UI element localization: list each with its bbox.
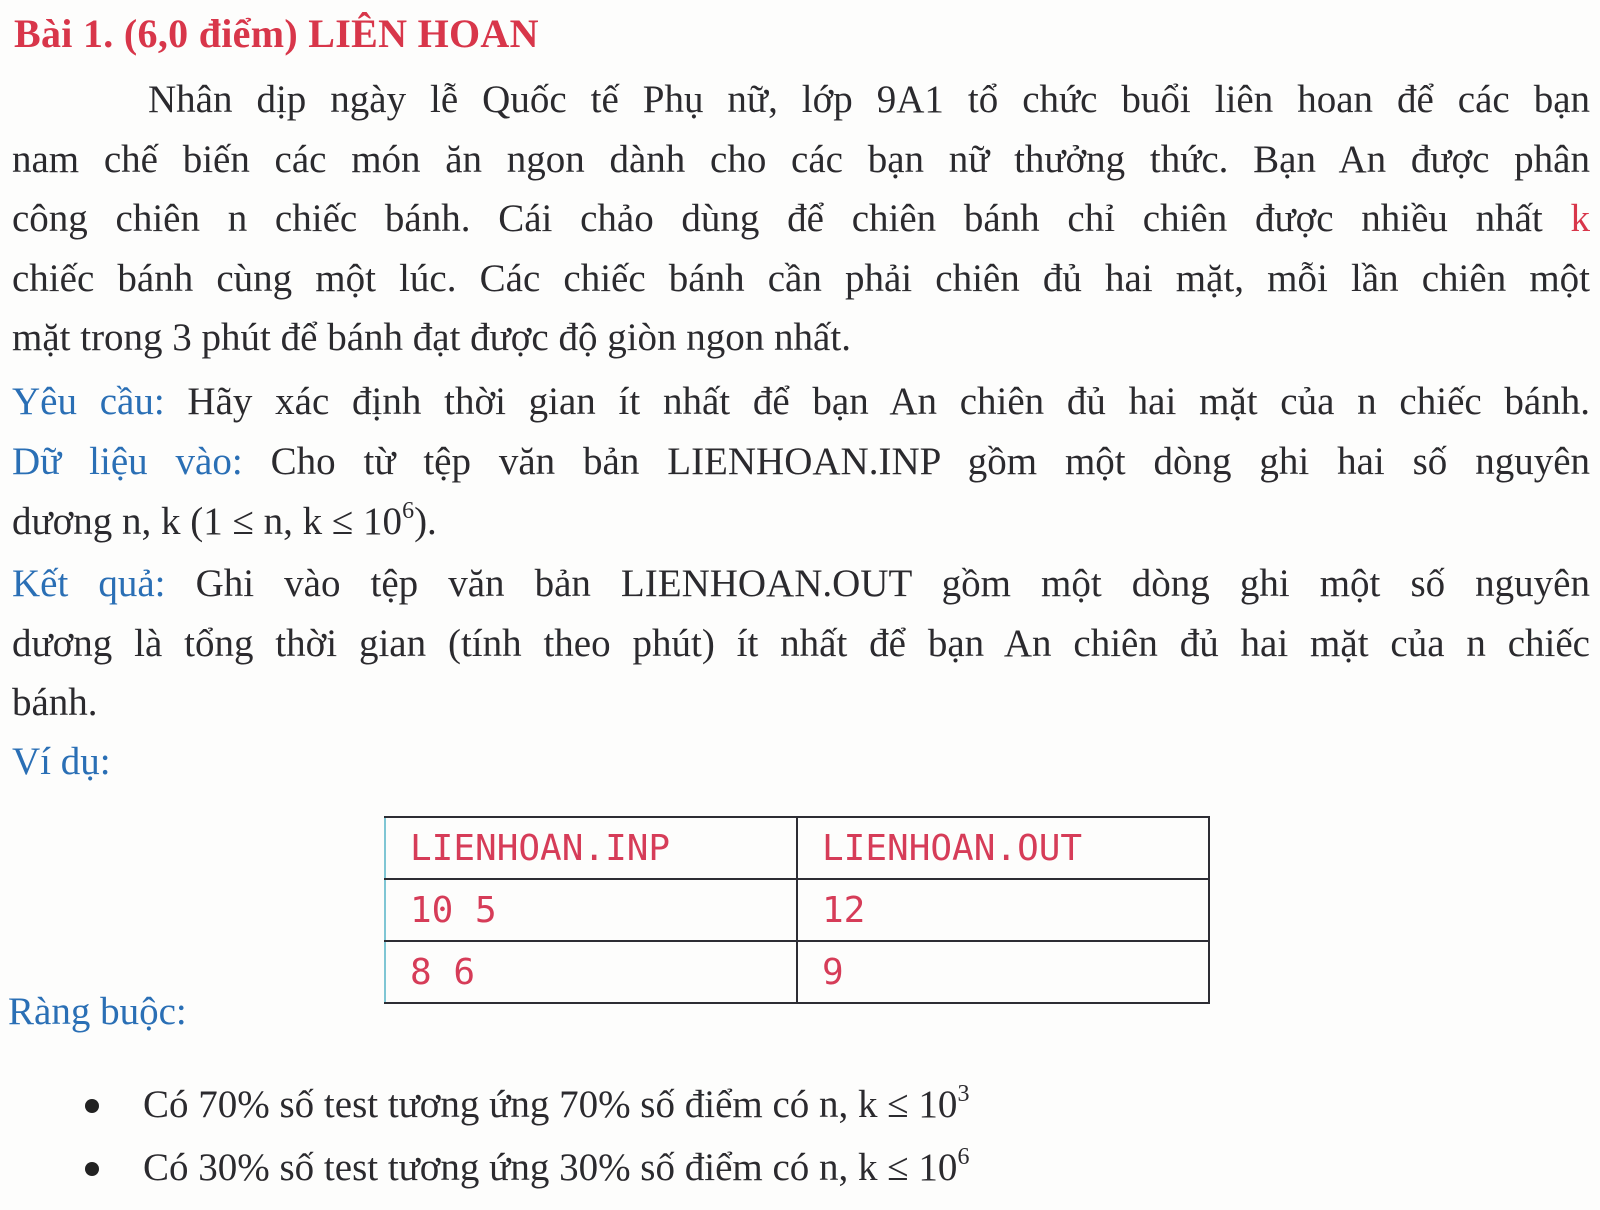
requirement-line [12, 372, 1590, 432]
constraints-section [8, 982, 1586, 1042]
constraints-list [75, 1073, 969, 1199]
table-row [385, 879, 1209, 941]
table-cell: 12 [797, 879, 1209, 941]
requirement-label: Yêu cầu: [12, 380, 165, 423]
table-cell: 8 6 [385, 941, 797, 1003]
statement-line: nam chế biến các món ăn ngon dành cho các bạn nữ thưởng thức. Bạn An được phân [12, 137, 1590, 181]
input-line [12, 432, 1590, 492]
input-range-suffix: ). [414, 499, 437, 543]
problem-statement [12, 70, 1590, 368]
output-label: Kết quả: [12, 562, 166, 605]
table-header-cell: LIENHOAN.INP [385, 817, 797, 879]
statement-line: mặt trong 3 phút để bánh đạt được độ giòn ngon nhất. [12, 316, 851, 359]
bullet-icon [85, 1099, 99, 1113]
output-section [12, 554, 1590, 733]
variable-k: k [1570, 197, 1590, 240]
example-label: Ví dụ: [12, 740, 111, 783]
output-line: bánh. [12, 681, 98, 724]
constraint-exponent: 6 [957, 1144, 970, 1170]
input-section [12, 432, 1590, 551]
sample-io-table [384, 816, 1210, 1004]
input-line [12, 492, 1590, 552]
list-item [75, 1073, 969, 1136]
example-section [12, 732, 1590, 792]
output-line [12, 554, 1590, 614]
constraints-label: Ràng buộc: [8, 990, 187, 1033]
input-text: Cho từ tệp văn bản LIENHOAN.INP gồm một dòng ghi hai số nguyên [242, 440, 1590, 483]
statement-line [12, 189, 1590, 249]
requirement-text: Hãy xác định thời gian ít nhất để bạn An chiên đủ hai mặt của n chiếc bánh. [164, 380, 1590, 423]
table-header-cell: LIENHOAN.OUT [797, 817, 1209, 879]
list-item [75, 1136, 969, 1199]
input-range-text: dương n, k (1 ≤ n, k ≤ 10 [12, 499, 403, 543]
output-text: Ghi vào tệp văn bản LIENHOAN.OUT gồm một dòng ghi một số nguyên [165, 562, 1590, 605]
statement-line: Nhân dịp ngày lễ Quốc tế Phụ nữ, lớp 9A1 tổ chức buổi liên hoan để các bạn [148, 78, 1590, 121]
input-label: Dữ liệu vào: [12, 440, 243, 483]
input-range-exponent: 6 [402, 497, 415, 524]
table-header-row [385, 817, 1209, 879]
table-cell: 9 [797, 941, 1209, 1003]
output-line: dương là tổng thời gian (tính theo phút) ít nhất để bạn An chiên đủ hai mặt của n chiếc [12, 621, 1590, 665]
bullet-icon [85, 1162, 99, 1176]
table-cell: 10 5 [385, 879, 797, 941]
constraint-text: Có 30% số test tương ứng 30% số điểm có n, k ≤ 10 [143, 1146, 958, 1189]
problem-title: Bài 1. (6,0 điểm) LIÊN HOAN [14, 11, 539, 56]
constraint-text: Có 70% số test tương ứng 70% số điểm có n, k ≤ 10 [143, 1083, 958, 1126]
constraint-exponent: 3 [957, 1081, 970, 1107]
requirement-section [12, 372, 1590, 432]
statement-text: công chiên n chiếc bánh. Cái chảo dùng để chiên bánh chỉ chiên được nhiều nhất [12, 197, 1543, 240]
statement-line: chiếc bánh cùng một lúc. Các chiếc bánh cần phải chiên đủ hai mặt, mỗi lần chiên một [12, 256, 1590, 300]
